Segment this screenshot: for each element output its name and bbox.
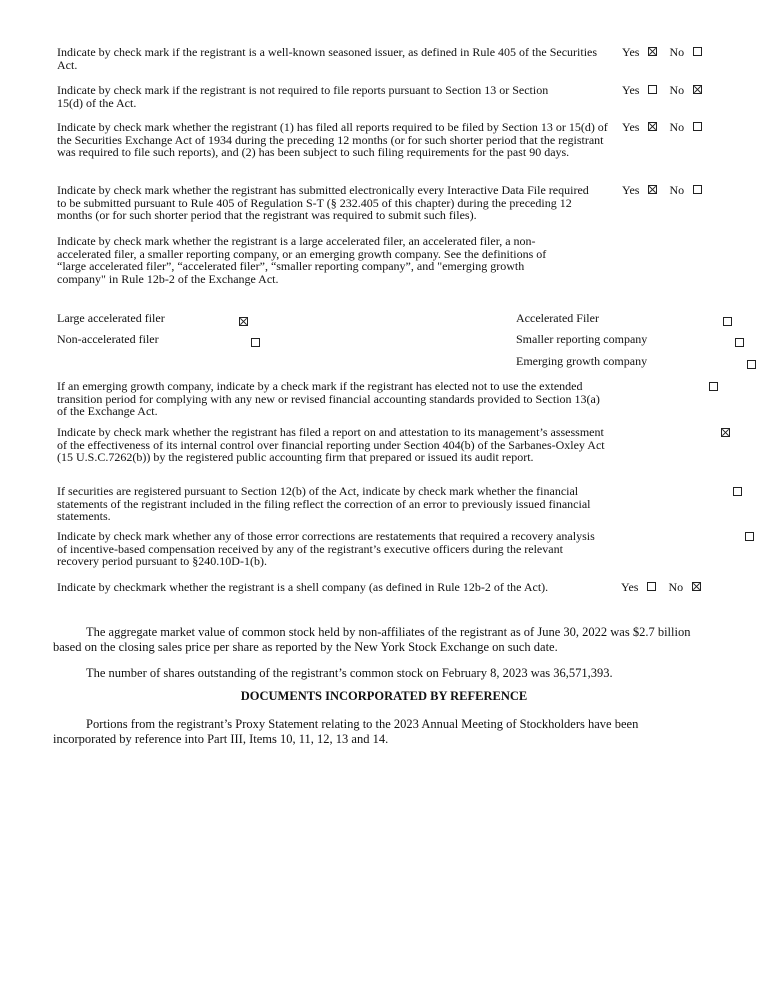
filer-large-accelerated-checkbox[interactable]: [239, 317, 248, 326]
yes-label: Yes: [622, 120, 640, 134]
market-value-paragraph: The aggregate market value of common stock held by non-affiliates of the registrant as of June 30, 2022 was $2.7 billion based on the closing sales price per share as reported by the New York Stock Exchange on such date.: [53, 625, 691, 654]
no-checkbox[interactable]: [693, 47, 702, 56]
yes-checkbox[interactable]: [647, 582, 656, 591]
filer-large-accelerated-label: Large accelerated filer: [57, 311, 165, 325]
filer-smaller-reporting-checkbox[interactable]: [735, 338, 744, 347]
question-interactive-data-options: [622, 184, 702, 197]
documents-paragraph: Portions from the registrant’s Proxy Statement relating to the 2023 Annual Meeting of Stockholders have been incorporated by reference into Part III, Items 10, 11, 12, 13 and 14.: [53, 717, 639, 746]
question-restatement-recovery: Indicate by check mark whether any of those error corrections are restatements that required a recovery analysis of incentive-based compensation received by any of the registrant’s executive officers during the relevant recovery period pursuant to §240.10D-1(b).: [57, 529, 595, 568]
filer-smaller-reporting-label: Smaller reporting company: [516, 332, 648, 346]
no-checkbox[interactable]: [693, 85, 702, 94]
no-label: No: [669, 83, 685, 97]
restatement-recovery-checkbox[interactable]: [745, 532, 754, 541]
no-checkbox[interactable]: [693, 122, 702, 131]
filer-accelerated-checkbox[interactable]: [723, 317, 732, 326]
no-label: No: [669, 120, 685, 134]
question-wksi: Indicate by check mark if the registrant is a well-known seasoned issuer, as defined in Rule 405 of the Securities Act.: [57, 45, 598, 72]
question-filed-reports-options: [622, 121, 702, 134]
question-icfr-attestation: Indicate by check mark whether the registrant has filed a report on and attestation to its management’s assessment of the effectiveness of its internal control over financial reporting under Section 404(b) of the Sarbanes-Oxley Act (15 U.S.C.7262(b)) by the registered public accounting firm that prepared or issued its audit report.: [57, 425, 605, 464]
no-label: No: [669, 45, 685, 59]
yes-checkbox[interactable]: [648, 47, 657, 56]
question-error-correction: If securities are registered pursuant to Section 12(b) of the Act, indicate by check mark whether the financial statements of the registrant included in the filing reflect the correction of an error to previously issued financial statements.: [57, 484, 591, 523]
no-label: No: [668, 580, 684, 594]
no-checkbox[interactable]: [692, 582, 701, 591]
question-interactive-data: Indicate by check mark whether the registrant has submitted electronically every Interactive Data File required to be submitted pursuant to Rule 405 of Regulation S-T (§ 232.405 of this chapter) during the preceding 12 months (or for such shorter period that the registrant was required to submit such files).: [57, 183, 589, 222]
shares-outstanding-paragraph: The number of shares outstanding of the registrant’s common stock on February 8, 2023 was 36,571,393.: [86, 666, 613, 680]
yes-label: Yes: [622, 183, 640, 197]
question-not-required-options: [622, 84, 702, 97]
filer-emerging-growth-checkbox[interactable]: [747, 360, 756, 369]
question-wksi-options: [622, 46, 702, 59]
question-not-required: Indicate by check mark if the registrant is not required to file reports pursuant to Section 13 or Section 15(d) of the Act.: [57, 83, 549, 110]
question-filed-reports: Indicate by check mark whether the registrant (1) has filed all reports required to be filed by Section 13 or 15(d) of the Securities Exchange Act of 1934 during the preceding 12 months (or for such shorter period that the registrant was required to file such reports), and (2) has been subject to such filing requirements for the past 90 days.: [57, 120, 608, 159]
no-label: No: [669, 183, 685, 197]
filer-status-intro: Indicate by check mark whether the registrant is a large accelerated filer, an accelerated filer, a non-accelerated filer, a smaller reporting company, or an emerging growth company. See the definitions of “large accelerated filer”, “accelerated filer”, “smaller reporting company”, and "emerging growth company" in Rule 12b-2 of the Exchange Act.: [57, 234, 547, 286]
filer-non-accelerated-label: Non-accelerated filer: [57, 332, 159, 346]
documents-heading: DOCUMENTS INCORPORATED BY REFERENCE: [240, 689, 528, 703]
yes-checkbox[interactable]: [648, 185, 657, 194]
filer-accelerated-label: Accelerated Filer: [516, 311, 599, 325]
yes-checkbox[interactable]: [648, 85, 657, 94]
filer-non-accelerated-checkbox[interactable]: [251, 338, 260, 347]
error-correction-checkbox[interactable]: [733, 487, 742, 496]
question-shell-company-options: [621, 581, 701, 594]
yes-label: Yes: [622, 45, 640, 59]
yes-label: Yes: [622, 83, 640, 97]
emerging-transition-checkbox[interactable]: [709, 382, 718, 391]
icfr-attestation-checkbox[interactable]: [721, 428, 730, 437]
filer-emerging-growth-label: Emerging growth company: [516, 354, 648, 368]
no-checkbox[interactable]: [693, 185, 702, 194]
yes-label: Yes: [621, 580, 639, 594]
question-shell-company: Indicate by checkmark whether the registrant is a shell company (as defined in Rule 12b-2 of the Act).: [57, 580, 549, 594]
yes-checkbox[interactable]: [648, 122, 657, 131]
question-emerging-transition: If an emerging growth company, indicate by a check mark if the registrant has elected not to use the extended transition period for complying with any new or revised financial accounting standards provided to Section 13(a) of the Exchange Act.: [57, 379, 600, 418]
